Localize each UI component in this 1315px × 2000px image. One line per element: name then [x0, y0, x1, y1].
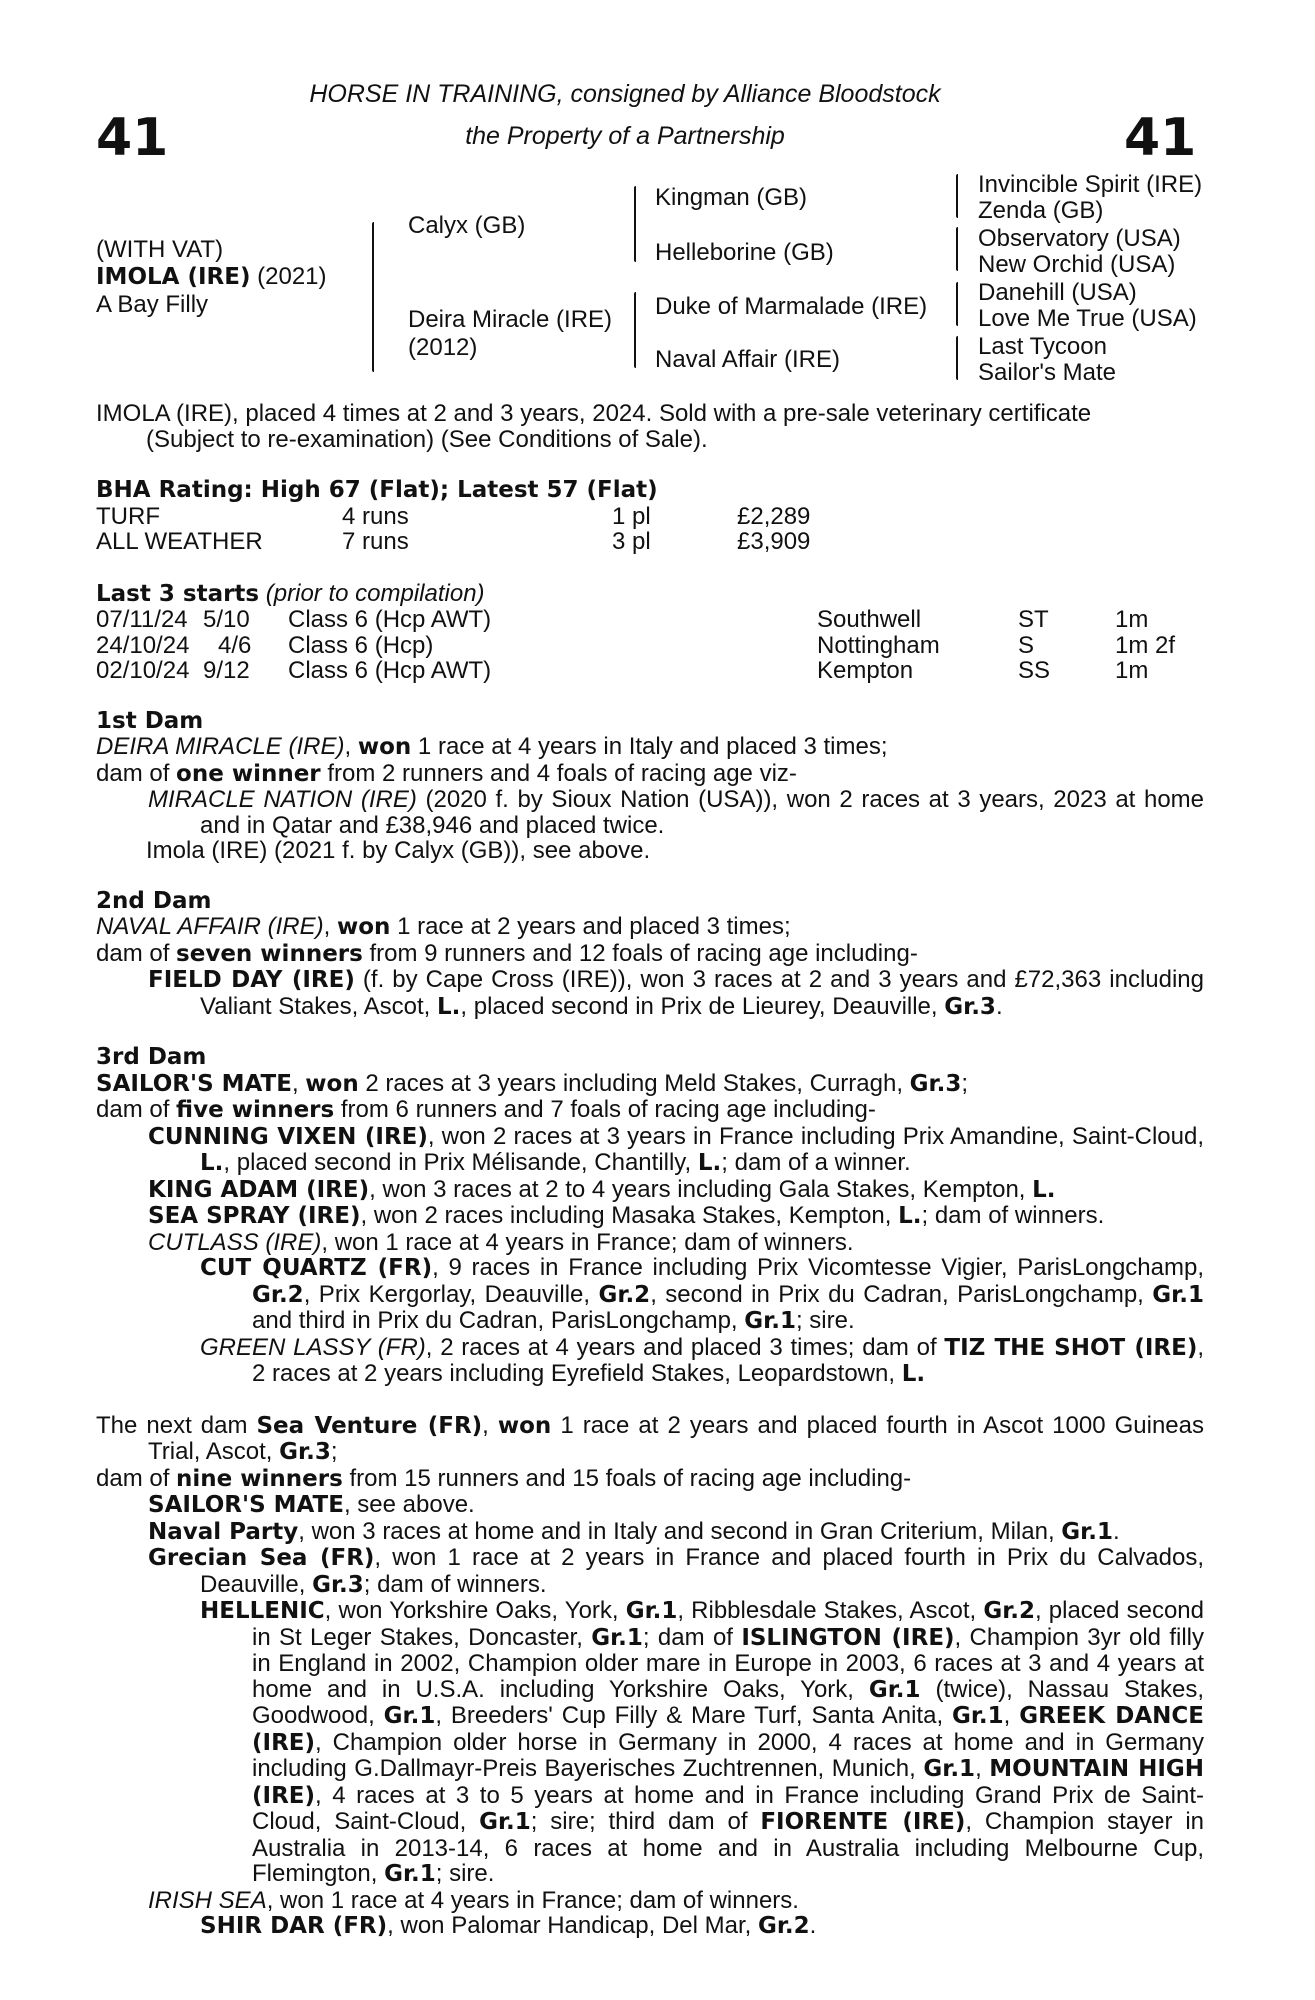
start-distance: 1m: [1115, 606, 1149, 633]
bha-rating: BHA Rating: High 67 (Flat); Latest 57 (Flat): [96, 477, 658, 503]
dam-brace: [634, 292, 636, 368]
g3-brace-3: [956, 282, 958, 326]
last-starts-note: (prior to compilation): [265, 579, 485, 607]
rating-runs: 7 runs: [342, 528, 409, 555]
start-going: SS: [1018, 657, 1051, 684]
start-row: [96, 633, 1204, 659]
rating-row-aw: [96, 529, 1204, 555]
start-class: Class 6 (Hcp AWT): [288, 657, 492, 684]
header-subtitle: the Property of a Partnership: [465, 122, 785, 150]
start-position: 5/10: [203, 606, 250, 633]
produce-entry: CUTLASS (IRE), won 1 race at 4 years in France; dam of winners.: [148, 1228, 854, 1256]
vat-note: (WITH VAT): [96, 236, 224, 263]
dam: Deira Miracle (IRE): [408, 306, 613, 333]
produce-entry: Grecian Sea (FR), won 1 race at 2 years in France and placed fourth in Prix du Calvados, Deauville, Gr.3; dam of winners.: [148, 1544, 1204, 1598]
sire-brace: [634, 186, 636, 262]
last-starts-title: Last 3 starts: [96, 580, 260, 607]
produce-entry: MIRACLE NATION (IRE) (2020 f. by Sioux Nation (USA)), won 2 races at 3 years, 2023 at home and in Qatar and £38,946 and placed twice.: [148, 786, 1205, 839]
second-dam-heading: 2nd Dam: [96, 887, 212, 914]
start-course: Nottingham: [817, 631, 940, 659]
start-position: 4/6: [218, 631, 252, 659]
horse-description: A Bay Filly: [96, 291, 209, 318]
produce-entry: SHIR DAR (FR), won Palomar Handicap, Del Mar, Gr.2.: [200, 1912, 817, 1939]
catalogue-body: [96, 401, 1204, 1940]
last-starts-heading: [96, 581, 1204, 608]
start-going: S: [1018, 631, 1035, 659]
produce-entry: SEA SPRAY (IRE), won 2 races including Masaka Stakes, Kempton, L.; dam of winners.: [148, 1202, 1105, 1229]
next-dam-produce: dam of nine winners from 15 runners and 15 foals of racing age including-: [96, 1464, 912, 1492]
dam-dam: Naval Affair (IRE): [655, 346, 840, 373]
start-course: Southwell: [817, 606, 922, 633]
lot-number-left: 41: [96, 108, 169, 168]
rating-runs: 4 runs: [342, 502, 409, 530]
start-class: Class 6 (Hcp): [288, 631, 434, 659]
third-dam-line: SAILOR'S MATE, won 2 races at 3 years including Meld Stakes, Curragh, Gr.3;: [96, 1069, 969, 1097]
g3-8: Sailor's Mate: [978, 359, 1116, 386]
first-dam-heading: 1st Dam: [96, 707, 204, 734]
sire-dam: Helleborine (GB): [655, 239, 834, 266]
sire-sire: Kingman (GB): [655, 184, 808, 211]
summary-line-1: IMOLA (IRE), placed 4 times at 2 and 3 years, 2024. Sold with a pre-sale veterinary certificate: [96, 400, 1092, 427]
first-dam-produce: dam of one winner from 2 runners and 4 foals of racing age viz-: [96, 759, 797, 787]
rating-placed: 3 pl: [612, 528, 651, 555]
g3-brace-4: [956, 336, 958, 380]
start-class: Class 6 (Hcp AWT): [288, 606, 492, 633]
dam-year: (2012): [408, 334, 478, 361]
g3-4: New Orchid (USA): [978, 251, 1176, 278]
start-row: [96, 658, 1204, 684]
produce-entry: Naval Party, won 3 races at home and in Italy and second in Gran Criterium, Milan, Gr.1.: [148, 1517, 1120, 1545]
horse-title: [96, 264, 327, 291]
produce-entry: FIELD DAY (IRE) (f. by Cape Cross (IRE)), won 3 races at 2 and 3 years and £72,363 including Valiant Stakes, Ascot, L., placed second in Prix de Lieurey, Deauville, Gr.3.: [148, 966, 1204, 1020]
g3-7: Last Tycoon: [978, 333, 1107, 360]
start-row: [96, 607, 1204, 633]
produce-entry: Imola (IRE) (2021 f. by Calyx (GB)), see above.: [146, 837, 651, 864]
next-dam-line: The next dam Sea Venture (FR), won 1 race at 2 years and placed fourth in Ascot 1000 Guineas Trial, Ascot, Gr.3;: [96, 1411, 1204, 1465]
rating-row-turf: [96, 504, 1204, 530]
header-title: HORSE IN TRAINING, consigned by Alliance Bloodstock: [309, 80, 941, 108]
dam-sire: Duke of Marmalade (IRE): [655, 293, 928, 320]
g3-brace-1: [956, 174, 958, 218]
g3-brace-2: [956, 227, 958, 271]
rating-money: £3,909: [737, 528, 811, 555]
rating-money: £2,289: [737, 502, 811, 530]
sire: Calyx (GB): [408, 212, 526, 239]
start-date: 02/10/24: [96, 657, 190, 684]
start-date: 07/11/24: [96, 606, 188, 633]
g3-3: Observatory (USA): [978, 225, 1181, 252]
start-course: Kempton: [817, 657, 914, 684]
g3-5: Danehill (USA): [978, 279, 1137, 306]
produce-entry: CUNNING VIXEN (IRE), won 2 races at 3 years in France including Prix Amandine, Saint-Cloud, L., placed second in Prix Mélisande, Chantilly, L.; dam of a winner.: [148, 1122, 1204, 1176]
third-dam-heading: 3rd Dam: [96, 1044, 207, 1070]
horse-year: (2021): [257, 263, 327, 290]
g3-2: Zenda (GB): [978, 197, 1104, 224]
second-dam-line: NAVAL AFFAIR (IRE), won 1 race at 2 years and placed 3 times;: [96, 913, 791, 940]
start-distance: 1m: [1115, 657, 1149, 684]
g3-6: Love Me True (USA): [978, 305, 1197, 332]
start-position: 9/12: [203, 657, 250, 684]
start-date: 24/10/24: [96, 631, 190, 659]
produce-entry: KING ADAM (IRE), won 3 races at 2 to 4 years including Gala Stakes, Kempton, L.: [148, 1175, 1056, 1203]
produce-entry: IRISH SEA, won 1 race at 4 years in France; dam of winners.: [148, 1886, 799, 1914]
second-dam-produce: dam of seven winners from 9 runners and 12 foals of racing age including-: [96, 939, 918, 967]
lot-number-right: 41: [1124, 108, 1197, 168]
first-dam-line: DEIRA MIRACLE (IRE), won 1 race at 4 years in Italy and placed 3 times;: [96, 733, 888, 760]
g3-1: Invincible Spirit (IRE): [978, 171, 1203, 198]
start-going: ST: [1018, 606, 1049, 633]
sire-dam-brace: [372, 222, 374, 372]
produce-entry: GREEN LASSY (FR), 2 races at 4 years and placed 3 times; dam of TIZ THE SHOT (IRE), 2 races at 2 years including Eyrefield Stakes, Leopardstown, L.: [200, 1333, 1205, 1387]
start-distance: 1m 2f: [1115, 631, 1176, 659]
rating-surface: TURF: [96, 502, 160, 530]
rating-surface: ALL WEATHER: [96, 528, 263, 555]
produce-entry: SAILOR'S MATE, see above.: [148, 1491, 475, 1518]
summary-line-2: (Subject to re-examination) (See Conditions of Sale).: [146, 425, 708, 453]
rating-placed: 1 pl: [612, 502, 651, 530]
horse-name: IMOLA (IRE): [96, 264, 251, 290]
third-dam-produce: dam of five winners from 6 runners and 7 foals of racing age including-: [96, 1096, 876, 1123]
produce-entry: HELLENIC, won Yorkshire Oaks, York, Gr.1, Ribblesdale Stakes, Ascot, Gr.2, placed second in St Leger Stakes, Doncaster, Gr.1; dam of ISLINGTON (IRE), Champion 3yr old filly in England in 2002, Champion older mare in Europe in 2003, 6 races at 3 and 4 years at home and in U.S.A. including Yorkshire Oaks, York, Gr.1 (twice), Nassau Stakes, Goodwood, Gr.1, Breeders' Cup Filly & Mare Turf, Santa Anita, Gr.1, GREEK DANCE (IRE), Champion older horse in Germany in 2000, 4 races at home and in Germany including G.Dallmayr-Preis Bayerisches Zuchtrennen, Munich, Gr.1, MOUNTAIN HIGH (IRE), 4 races at 3 to 5 years at home and in France including Grand Prix de Saint-Cloud, Saint-Cloud, Gr.1; sire; third dam of FIORENTE (IRE), Champion stayer in Australia in 2013-14, 6 races at home and in Australia including Melbourne Cup, Flemington, Gr.1; sire.: [200, 1597, 1205, 1887]
produce-entry: CUT QUARTZ (FR), 9 races in France including Prix Vicomtesse Vigier, ParisLongchamp, Gr.2, Prix Kergorlay, Deauville, Gr.2, second in Prix du Cadran, ParisLongchamp, Gr.1 and third in Prix du Cadran, ParisLongchamp, Gr.1; sire.: [200, 1254, 1204, 1334]
